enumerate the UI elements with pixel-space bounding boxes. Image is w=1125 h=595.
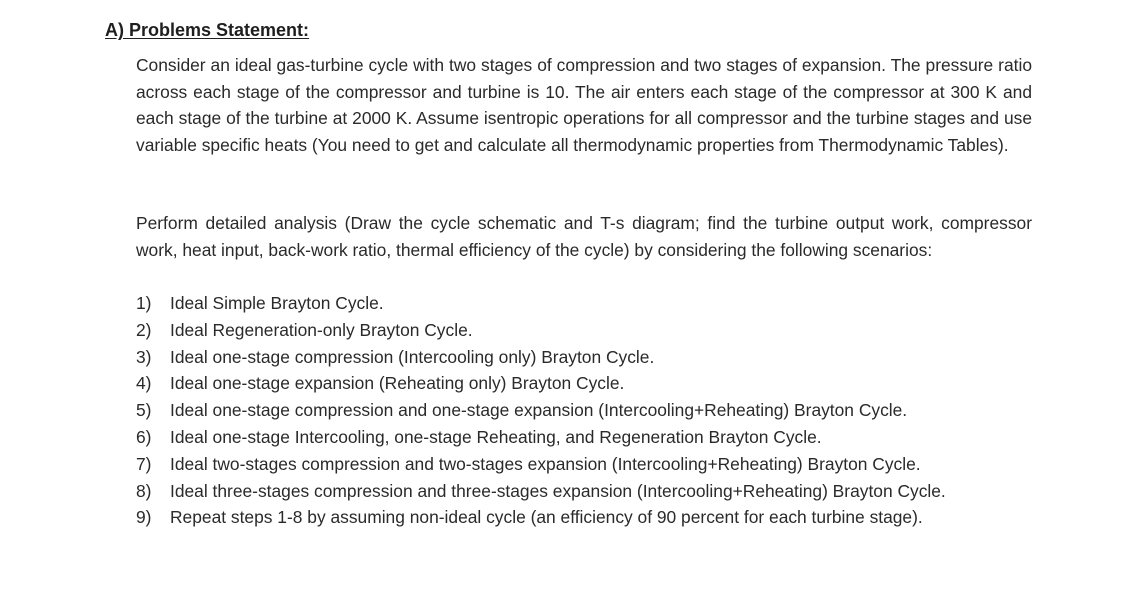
scenario-text: Ideal Regeneration-only Brayton Cycle. xyxy=(170,319,473,340)
scenario-number: 5) xyxy=(136,400,152,421)
scenario-item xyxy=(136,424,1036,451)
scenario-item xyxy=(136,317,1036,344)
scenario-number: 8) xyxy=(136,480,152,501)
scenario-item xyxy=(136,370,1036,397)
scenario-number: 9) xyxy=(136,507,152,528)
scenario-text: Ideal three-stages compression and three-stages expansion (Intercooling+Reheating) Brayton Cycle. xyxy=(170,480,946,501)
scenario-text: Ideal one-stage compression (Intercooling only) Brayton Cycle. xyxy=(170,346,655,367)
scenario-text: Repeat steps 1-8 by assuming non-ideal cycle (an efficiency of 90 percent for each turbine stage). xyxy=(170,507,923,528)
scenario-text: Ideal Simple Brayton Cycle. xyxy=(170,293,384,313)
scenario-item xyxy=(136,344,1036,371)
scenario-number: 1) xyxy=(136,293,152,313)
scenario-list xyxy=(136,290,1036,531)
analysis-paragraph: Perform detailed analysis (Draw the cycle schematic and T-s diagram; find the turbine output work, compressor work, heat input, back-work ratio, thermal efficiency of the cycle) by considering the following scenarios: xyxy=(136,213,1032,260)
scenario-item xyxy=(136,504,1036,531)
scenario-item xyxy=(136,478,1036,505)
scenario-item xyxy=(136,290,1036,317)
problem-paragraph: Consider an ideal gas-turbine cycle with two stages of compression and two stages of expansion. The pressure ratio across each stage of the compressor and turbine is 10. The air enters each stage of the compressor at 300 K and each stage of the turbine at 2000 K. Assume isentropic operations for all compressor and the turbine stages and use variable specific heats (You need to get and calculate all thermodynamic properties from Thermodynamic Tables). xyxy=(136,55,1032,155)
scenario-number: 7) xyxy=(136,453,152,474)
scenario-text: Ideal one-stage expansion (Reheating only) Brayton Cycle. xyxy=(170,373,625,394)
scenario-number: 3) xyxy=(136,346,152,367)
scenario-item xyxy=(136,451,1036,478)
scenario-text: Ideal one-stage Intercooling, one-stage Reheating, and Regeneration Brayton Cycle. xyxy=(170,426,822,447)
scenario-text: Ideal one-stage compression and one-stage expansion (Intercooling+Reheating) Brayton Cycle. xyxy=(170,400,908,421)
scenario-text: Ideal two-stages compression and two-stages expansion (Intercooling+Reheating) Brayton Cycle. xyxy=(170,453,921,474)
scenario-number: 4) xyxy=(136,373,152,394)
section-heading: A) Problems Statement: xyxy=(105,20,310,40)
scenario-number: 2) xyxy=(136,319,152,340)
scenario-number: 6) xyxy=(136,426,152,447)
scenario-item xyxy=(136,397,1036,424)
